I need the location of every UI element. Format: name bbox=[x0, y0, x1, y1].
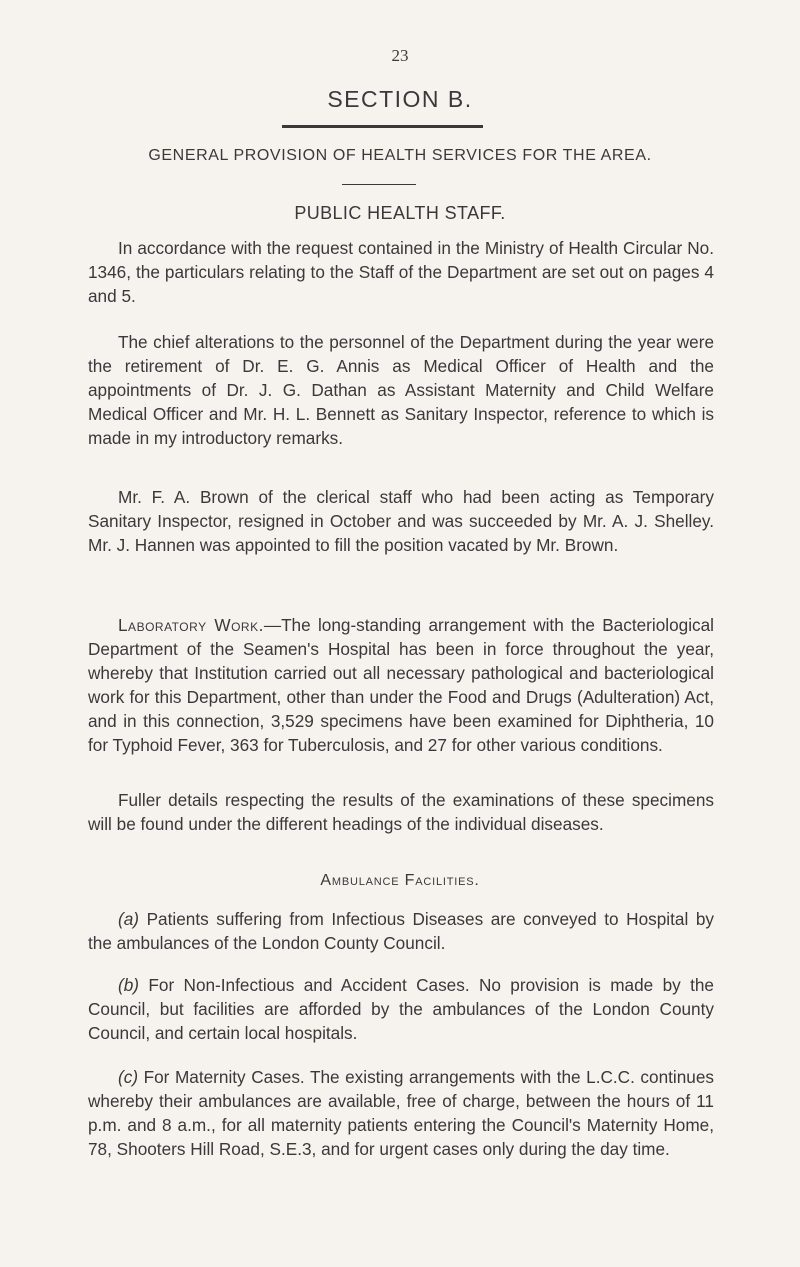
ambulance-item-b-text: For Non-Infectious and Accident Cases. No provision is made by the Council, but facilities are afforded by the ambulances of the London County Council, and certain local hospitals. bbox=[88, 975, 714, 1043]
ambulance-item-b bbox=[88, 973, 714, 1045]
ambulance-item-a-text: Patients suffering from Infectious Diseases are conveyed to Hospital by the ambulances of the London County Council. bbox=[88, 909, 714, 953]
ambulance-item-b-label: (b) bbox=[118, 975, 140, 995]
heading-divider bbox=[342, 184, 416, 185]
section-title: SECTION B. bbox=[327, 86, 473, 112]
ambulance-item-a bbox=[88, 907, 714, 955]
page-number: 23 bbox=[391, 46, 409, 65]
public-health-staff-title: PUBLIC HEALTH STAFF. bbox=[294, 203, 506, 223]
staff-paragraph-2: The chief alterations to the personnel of the Department during the year were the retirement of Dr. E. G. Annis as Medical Officer of Health and the appointments of Dr. J. G. Dathan as Assistant Maternity and Child Welfare Medical Officer and Mr. H. L. Bennett as Sanitary Inspector, reference to which is made in my introductory remarks. bbox=[88, 332, 714, 448]
ambulance-item-c-text: For Maternity Cases. The existing arrangements with the L.C.C. continues whereby their ambulances are available, free of charge, between the hours of 11 p.m. and 8 a.m., for all maternity patients entering the Council's Maternity Home, 78, Shooters Hill Road, S.E.3, and for urgent cases only during the day time. bbox=[88, 1067, 714, 1159]
laboratory-work-lead: Laboratory Work. bbox=[118, 615, 264, 635]
staff-paragraph-3: Mr. F. A. Brown of the clerical staff who had been acting as Temporary Sanitary Inspector, resigned in October and was succeeded by Mr. A. J. Shelley. Mr. J. Hannen was appointed to fill the position vacated by Mr. Brown. bbox=[88, 487, 714, 555]
section-heading: GENERAL PROVISION OF HEALTH SERVICES FOR THE AREA. bbox=[148, 147, 652, 164]
ambulance-item-c-label: (c) bbox=[118, 1067, 139, 1087]
laboratory-paragraph-2: Fuller details respecting the results of the examinations of these specimens will be found under the different headings of the individual diseases. bbox=[88, 790, 714, 834]
section-title-underline bbox=[282, 125, 483, 128]
laboratory-work-text: —The long-standing arrangement with the Bacteriological Department of the Seamen's Hospital has been in force throughout the year, whereby that Institution carried out all necessary pathological and bacteriological work for this Department, other than under the Food and Drugs (Adulteration) Act, and in this connection, 3,529 specimens have been examined for Diphtheria, 10 for Typhoid Fever, 363 for Tuberculosis, and 27 for other various conditions. bbox=[88, 615, 714, 755]
ambulance-item-a-label: (a) bbox=[118, 909, 140, 929]
staff-paragraph-1: In accordance with the request contained in the Ministry of Health Circular No. 1346, the particulars relating to the Staff of the Department are set out on pages 4 and 5. bbox=[88, 238, 714, 306]
laboratory-work-paragraph bbox=[88, 613, 714, 757]
ambulance-facilities-title: Ambulance Facilities. bbox=[320, 872, 480, 889]
ambulance-item-c bbox=[88, 1065, 714, 1161]
